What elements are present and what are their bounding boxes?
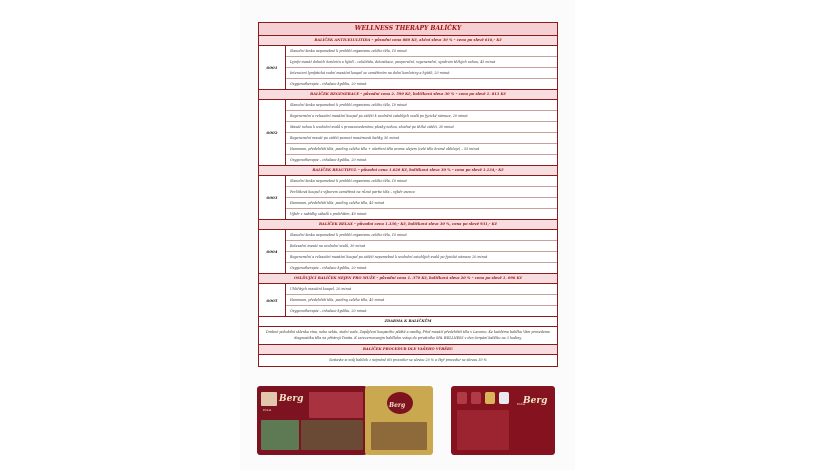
package-items <box>286 100 557 165</box>
document-page <box>240 0 575 470</box>
list-item: Regenerační a relaxační masážní koupel po zátěží k uvolnění zatuhlých svalů po fyzické námaze, 20 minut <box>286 111 557 122</box>
package-header-3: BALÍČEK BEAUTIFUL – původní cena 1.620 Kč, balíčková sleva 30 % – cena po slevě 1.134,- Kč <box>259 166 557 176</box>
banner-hotel-label: Hotel <box>263 408 272 412</box>
package-header-5: OSLĎUJÍCÍ BALÍČEK NEJEN PRO MUŽE – původní cena 1. 370 Kč, balíčková sleva 20 % – cena po slevě 1. 096 Kč <box>259 274 557 284</box>
package-row-3 <box>259 176 557 220</box>
list-item: Oxygenotherapie – inhalace kyslíku, 20 minut <box>290 158 367 162</box>
banner-logo: Berg <box>523 396 548 406</box>
package-header-2: BALÍČEK REGENERACE – původní cena 2. 590 Kč, balíčková sleva 30 % – cena po slevě 1. 813 Kč <box>259 90 557 100</box>
package-items <box>286 230 557 273</box>
list-item: Uhličitých masážní koupel, 20 minut <box>286 284 557 295</box>
spa-photo <box>371 422 427 450</box>
list-item: Oxygenotherapie – inhalace kyslíku, 20 minut <box>290 309 367 313</box>
package-code: 6004 <box>259 230 286 273</box>
package-code: 6002 <box>259 100 286 165</box>
list-item: Masáž nohou k uvolnění svalů s provazovedenímu plosky nohou, shodné po těžké zátěži, 30 minut <box>286 122 557 133</box>
list-item: Lymfo-masáž dolních končetin a hýždí – celulitida, detoxikace, pooperační, regenerační, syndrom těžkých nohou, 45 minut <box>286 57 557 68</box>
award-icon <box>457 392 467 404</box>
package-row-2 <box>259 100 557 166</box>
free-header: ZDARMA K BALÍČKŮM <box>259 317 557 327</box>
banner-logo: Berg <box>389 402 406 409</box>
list-item: Relaxační masáž na uvolnění svalů, 30 minut <box>286 241 557 252</box>
package-code: 6003 <box>259 176 286 219</box>
hotel-photo <box>301 420 363 450</box>
package-code: 6001 <box>259 46 286 89</box>
award-icon <box>485 392 495 404</box>
hotel-banner-right <box>451 386 555 455</box>
package-code: 6005 <box>259 284 286 316</box>
list-item: Hammam, předehřátí těla, peeling celého těla, 45 minut <box>286 295 557 306</box>
list-item: Oxygenotherapie – inhalace kyslíku, 20 minut <box>290 266 367 270</box>
banner-logo: Berg <box>279 394 304 404</box>
hotel-banner-middle <box>365 386 433 455</box>
choice-header: BALÍČEK PROCEDUR DLE VAŠEHO VÝBĚRU <box>259 345 557 355</box>
list-item: Regenerační a relaxační masážní koupel po zátěží nepomebné k uvolnění zatuhlých svalů po fyzické námaze 20 minut <box>286 252 557 263</box>
list-item: Slanoční šeska nepomebné k prohlítí organismu celého těla, 10 minut <box>286 46 557 57</box>
banner-text-block <box>309 392 363 418</box>
page-title: WELLNESS THERAPY BALÍČKY <box>259 23 557 36</box>
package-row-1 <box>259 46 557 90</box>
list-item: Perličková koupel s výborem zaměřená na různé partie těla – výběr esence <box>286 187 557 198</box>
list-item: Slanoční šeska nepomebné k prohlítí organismu celého těla, 10 minut <box>286 100 557 111</box>
choice-text: Sestavte si svůj balíček z nejméně 6ti procedur se slevou 20 % a čtyř procedur se slevou 30 % <box>329 358 487 362</box>
list-item: Hammam, předehřátí těla, peeling celého těla + ošetření těla aroma olejem (celé tělo kromě obličeje) – 55 minut <box>286 144 557 155</box>
logo-emblem <box>261 392 277 406</box>
package-header-1: BALÍČEK ANTICELULITIDA – původní cena 880 Kč, akční sleva 30 % – cena po slevě 616,- Kč <box>259 36 557 46</box>
list-item: Intenzivní lymfatická vodní masážní koupel se zaměřením na dolní končetiny a hýždě, 20 minut <box>286 68 557 79</box>
list-item: Slanoční šeska nepomebné k prohlítí organismu celého těla, 10 minut <box>286 176 557 187</box>
award-icon <box>499 392 509 404</box>
hotel-photo <box>261 420 299 450</box>
price-table <box>258 22 558 367</box>
list-item: Oxygenotherapie – inhalace kyslíku, 20 minut <box>290 82 367 86</box>
list-item: Hammam, předehřátí těla, peeling celého těla, 45 minut <box>286 198 557 209</box>
list-item: Slanoční šeska nepomebné k prohlítí organismu celého těla, 10 minut <box>286 230 557 241</box>
hotel-banner-left <box>257 386 367 455</box>
list-item: Regenerační masáž po zátěži pomocí masérnosti baňky, 50 minut <box>286 133 557 144</box>
banner-hotel-label: Hotel <box>517 402 526 406</box>
package-header-4: BALÍČEK RELAX – původní cena 1.330,- Kč, balíčková sleva 30 %, cena po slevě 931,- Kč <box>259 220 557 230</box>
package-items <box>286 284 557 316</box>
free-text: Drobné pohobilní sklenka vína, nebo sektu, stolní voda. Zapůjčení koupacího pláště a osušky. Před masáží předehřátí těla v Laconiu. Ke každému balíčku Vám provedeme diagnostiku těla na přístroji Tanita. K zarezervovaným balíčkům vstup do privátního SPA WELLNESS v den čerpání balíčku na 3 hodiny. <box>259 327 557 345</box>
award-panel <box>457 410 509 450</box>
package-items <box>286 176 557 219</box>
award-icon <box>471 392 481 404</box>
package-items <box>286 46 557 89</box>
package-row-5 <box>259 284 557 317</box>
package-row-4 <box>259 230 557 274</box>
list-item: Výběr z nabídky zábalů s prohřátím, 40 minut <box>290 212 367 216</box>
